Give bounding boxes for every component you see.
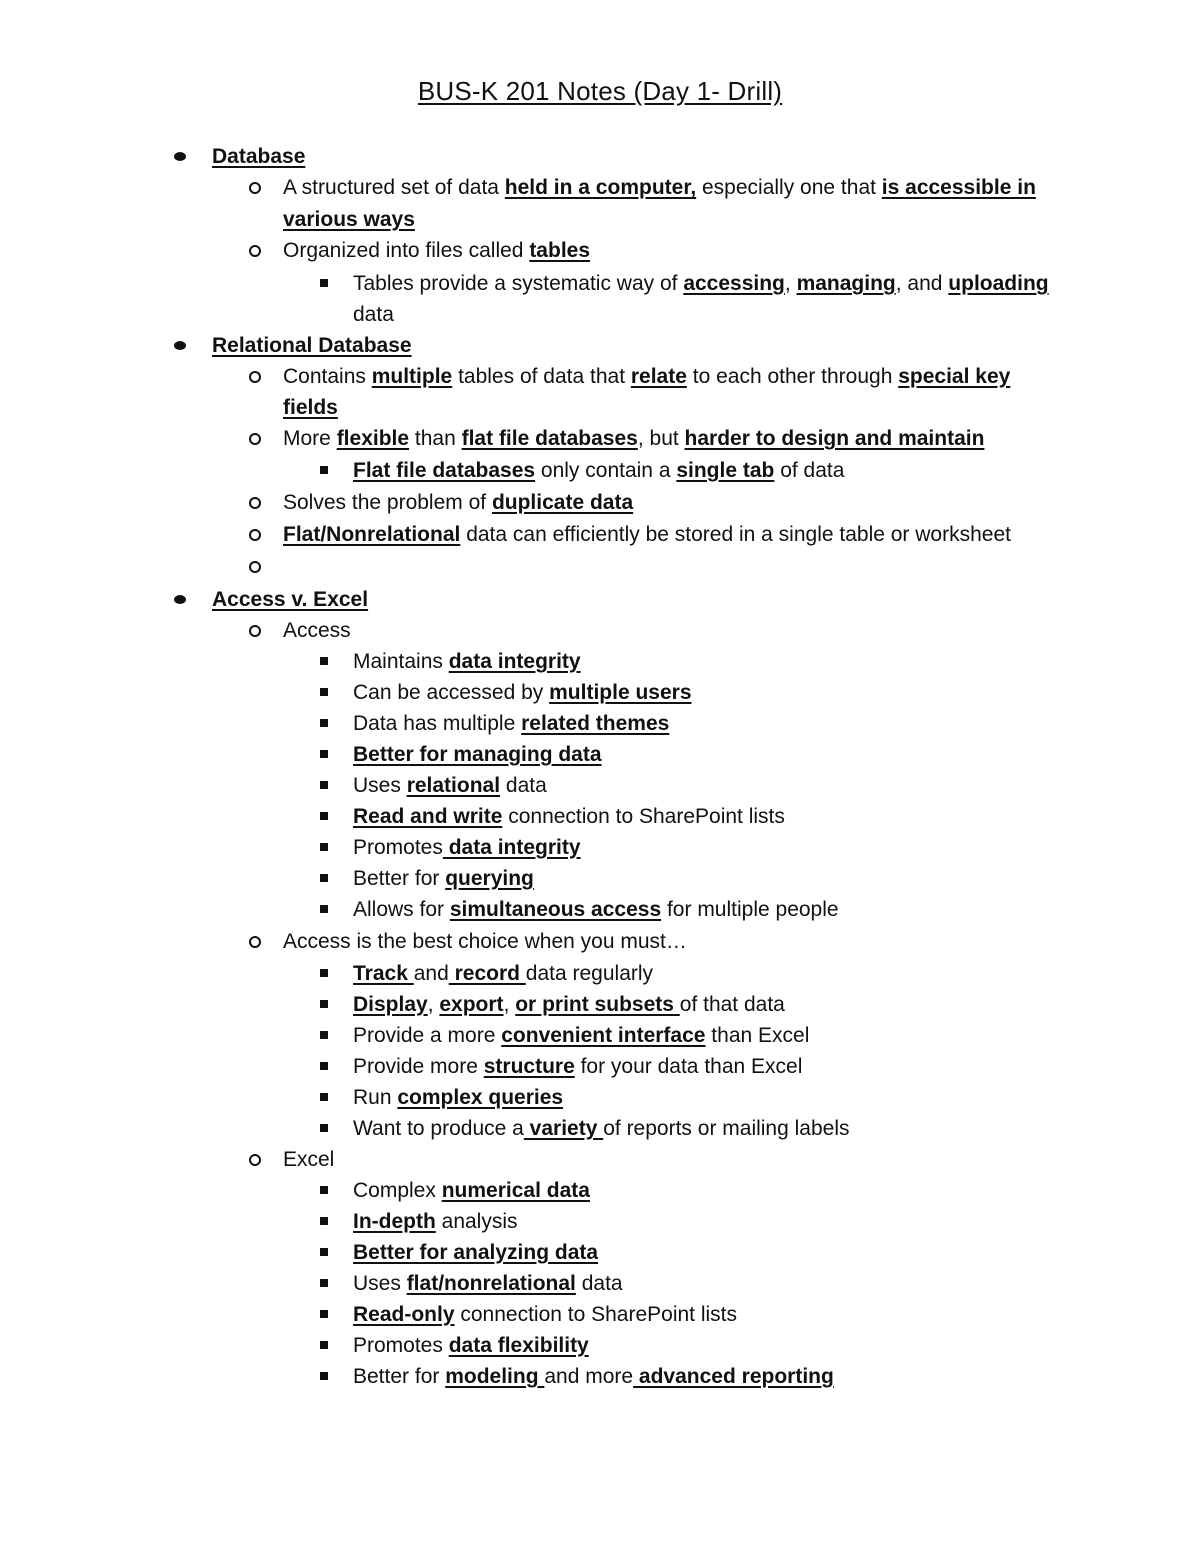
list-item <box>212 330 412 361</box>
note-text: for multiple people <box>661 898 839 921</box>
emphasized-term: managing <box>796 272 896 295</box>
bullet-square-icon <box>320 812 328 820</box>
emphasized-term: flexible <box>336 427 410 450</box>
list-item <box>353 958 653 989</box>
bullet-square-icon <box>320 874 328 882</box>
bullet-disc-icon <box>174 152 186 161</box>
emphasized-term: harder to design and maintain <box>684 427 985 450</box>
list-item <box>353 646 581 677</box>
note-text: Promotes <box>353 1334 449 1357</box>
bullet-square-icon <box>320 657 328 665</box>
note-text: More <box>283 427 337 450</box>
emphasized-term: or print subsets <box>515 993 680 1016</box>
emphasized-term: Better for managing data <box>353 743 602 766</box>
bullet-disc-icon <box>174 595 186 604</box>
list-item <box>353 677 692 708</box>
note-text: to each other through <box>686 365 899 388</box>
list-item <box>212 141 305 172</box>
bullet-circle-icon <box>249 561 261 573</box>
emphasized-term: structure <box>483 1055 575 1078</box>
bullet-square-icon <box>320 781 328 789</box>
list-item <box>353 1206 518 1237</box>
list-item <box>353 801 785 832</box>
bullet-square-icon <box>320 750 328 758</box>
emphasized-term: uploading <box>948 272 1049 295</box>
bullet-square-icon <box>320 969 328 977</box>
note-text: Can be accessed by <box>353 681 550 704</box>
emphasized-term: Access v. Excel <box>212 588 369 611</box>
note-text: of data <box>774 459 845 482</box>
emphasized-term: special key <box>898 365 1011 388</box>
emphasized-term: flat/nonrelational <box>406 1272 576 1295</box>
emphasized-term: export <box>439 993 504 1016</box>
bullet-square-icon <box>320 1124 328 1132</box>
emphasized-term: Read and write <box>353 805 503 828</box>
note-text: and <box>413 962 449 985</box>
list-item <box>353 1082 563 1113</box>
emphasized-term: numerical data <box>441 1179 590 1202</box>
bullet-square-icon <box>320 1341 328 1349</box>
list-item <box>353 1051 802 1082</box>
bullet-square-icon <box>320 1279 328 1287</box>
list-item <box>353 1268 623 1299</box>
bullet-square-icon <box>320 1093 328 1101</box>
emphasized-term: record <box>448 962 526 985</box>
emphasized-term: is accessible in <box>881 176 1036 199</box>
bullet-circle-icon <box>249 936 261 948</box>
note-text: Solves the problem of <box>283 491 492 514</box>
note-text: Run <box>353 1086 398 1109</box>
note-text: , <box>784 272 797 295</box>
list-item <box>353 989 785 1020</box>
emphasized-term: relational <box>406 774 501 797</box>
note-text: , and <box>895 272 949 295</box>
emphasized-term: various ways <box>283 208 415 231</box>
note-text: connection to SharePoint lists <box>502 805 785 828</box>
note-text: analysis <box>435 1210 518 1233</box>
emphasized-term: Track <box>353 962 414 985</box>
bullet-square-icon <box>320 1062 328 1070</box>
emphasized-term: related themes <box>521 712 670 735</box>
note-text: Uses <box>353 1272 407 1295</box>
list-item <box>353 770 547 801</box>
emphasized-term: duplicate data <box>491 491 634 514</box>
bullet-square-icon <box>320 1186 328 1194</box>
emphasized-term: querying <box>445 867 534 890</box>
list-item <box>283 235 590 266</box>
list-item <box>353 1237 598 1268</box>
list-item <box>353 708 669 739</box>
bullet-circle-icon <box>249 371 261 383</box>
emphasized-term: Better for analyzing data <box>353 1241 599 1264</box>
emphasized-term: simultaneous access <box>449 898 662 921</box>
note-text: for your data than Excel <box>574 1055 803 1078</box>
note-text: Tables provide a systematic way of <box>353 272 684 295</box>
note-text: , but <box>637 427 685 450</box>
list-item <box>353 1020 809 1051</box>
emphasized-term: Relational Database <box>212 334 412 357</box>
emphasized-term: variety <box>523 1117 604 1140</box>
note-text: of reports or mailing labels <box>603 1117 850 1140</box>
bullet-circle-icon <box>249 182 261 194</box>
bullet-circle-icon <box>249 529 261 541</box>
emphasized-term: Flat file databases <box>353 459 536 482</box>
note-text: especially one that <box>696 176 882 199</box>
note-text: Access is the best choice when you must… <box>283 930 687 953</box>
note-text: Access <box>283 619 351 642</box>
list-item <box>353 299 394 330</box>
list-item <box>283 615 351 646</box>
note-text: , <box>427 993 440 1016</box>
note-text: , <box>503 993 516 1016</box>
bullet-square-icon <box>320 1372 328 1380</box>
emphasized-term: fields <box>283 396 338 419</box>
list-item <box>353 1299 737 1330</box>
note-text: of that data <box>679 993 785 1016</box>
note-text: only contain a <box>535 459 677 482</box>
list-item <box>283 519 1011 550</box>
bullet-square-icon <box>320 905 328 913</box>
list-item <box>353 1361 834 1392</box>
emphasized-term: flat file databases <box>461 427 638 450</box>
bullet-square-icon <box>320 719 328 727</box>
list-item <box>353 455 844 486</box>
list-item <box>353 1175 590 1206</box>
bullet-square-icon <box>320 1031 328 1039</box>
bullet-circle-icon <box>249 625 261 637</box>
bullet-square-icon <box>320 1248 328 1256</box>
note-text: Excel <box>283 1148 335 1171</box>
emphasized-term: advanced reporting <box>633 1365 834 1388</box>
list-item <box>212 584 368 615</box>
note-text: Provide more <box>353 1055 484 1078</box>
note-text: Maintains <box>353 650 449 673</box>
note-text: than Excel <box>705 1024 810 1047</box>
emphasized-term: data flexibility <box>448 1334 589 1357</box>
list-item <box>353 739 602 770</box>
note-text: A structured set of data <box>283 176 505 199</box>
bullet-disc-icon <box>174 341 186 350</box>
note-text: data <box>500 774 547 797</box>
bullet-square-icon <box>320 843 328 851</box>
emphasized-term: accessing <box>683 272 785 295</box>
note-text: data <box>575 1272 623 1295</box>
emphasized-term: Display <box>353 993 428 1016</box>
emphasized-term: Flat/Nonrelational <box>283 523 461 546</box>
note-text: Want to produce a <box>353 1117 524 1140</box>
list-item <box>283 204 415 235</box>
note-text: Data has multiple <box>353 712 522 735</box>
bullet-square-icon <box>320 279 328 287</box>
bullet-square-icon <box>320 1000 328 1008</box>
list-item <box>283 487 633 518</box>
bullet-circle-icon <box>249 497 261 509</box>
note-text: connection to SharePoint lists <box>454 1303 738 1326</box>
list-item <box>353 894 839 925</box>
emphasized-term: Read-only <box>353 1303 455 1326</box>
bullet-circle-icon <box>249 1154 261 1166</box>
list-item <box>283 361 1010 392</box>
emphasized-term: In-depth <box>353 1210 436 1233</box>
emphasized-term: multiple <box>371 365 453 388</box>
note-text: Allows for <box>353 898 450 921</box>
note-text: Uses <box>353 774 407 797</box>
list-item <box>283 172 1036 203</box>
list-item <box>353 1330 589 1361</box>
bullet-circle-icon <box>249 433 261 445</box>
note-text: Provide a more <box>353 1024 502 1047</box>
note-text: and more <box>544 1365 634 1388</box>
note-text: Contains <box>283 365 372 388</box>
list-item <box>353 832 581 863</box>
note-text: Promotes <box>353 836 443 859</box>
emphasized-term: relate <box>630 365 687 388</box>
emphasized-term: data integrity <box>448 650 581 673</box>
note-text: Complex <box>353 1179 442 1202</box>
list-item <box>353 268 1049 299</box>
page-title: BUS-K 201 Notes (Day 1- Drill) <box>417 76 783 106</box>
emphasized-term: multiple users <box>549 681 692 704</box>
list-item <box>283 1144 334 1175</box>
emphasized-term: convenient interface <box>501 1024 706 1047</box>
list-item <box>353 1113 850 1144</box>
bullet-square-icon <box>320 1310 328 1318</box>
emphasized-term: single tab <box>676 459 775 482</box>
emphasized-term: complex queries <box>397 1086 564 1109</box>
list-item <box>283 423 984 454</box>
bullet-square-icon <box>320 688 328 696</box>
note-text: Organized into files called <box>283 239 530 262</box>
bullet-square-icon <box>320 466 328 474</box>
emphasized-term: held in a computer, <box>504 176 697 199</box>
list-item <box>283 392 338 423</box>
note-text: tables of data that <box>452 365 631 388</box>
emphasized-term: tables <box>529 239 591 262</box>
note-text: than <box>409 427 462 450</box>
emphasized-term: data integrity <box>442 836 581 859</box>
emphasized-term: modeling <box>445 1365 545 1388</box>
note-text: data <box>353 303 394 326</box>
bullet-square-icon <box>320 1217 328 1225</box>
note-text: Better for <box>353 1365 446 1388</box>
bullet-circle-icon <box>249 245 261 257</box>
list-item <box>353 863 534 894</box>
note-text: data regularly <box>525 962 654 985</box>
note-text: Better for <box>353 867 446 890</box>
emphasized-term: Database <box>212 145 306 168</box>
note-text: data can efficiently be stored in a single table or worksheet <box>460 523 1011 546</box>
list-item <box>283 926 687 957</box>
